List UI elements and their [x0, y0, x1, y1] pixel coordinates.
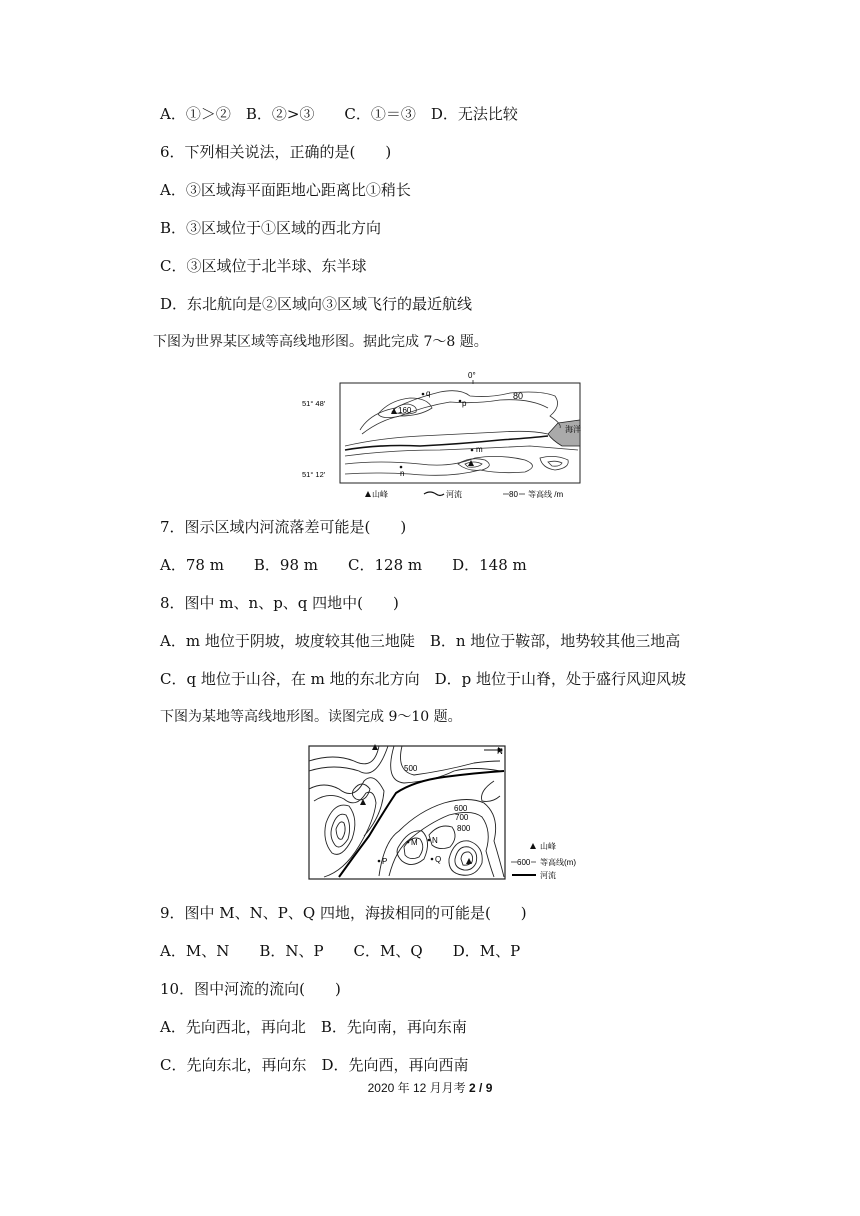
legend-river-icon [424, 492, 444, 496]
contour-line [309, 746, 388, 773]
legend-peak: 山峰 [540, 842, 556, 851]
contour-line [458, 459, 489, 471]
contour-700-label: 700 [455, 813, 469, 822]
q10-options-ab: A．先向西北，再向北 B．先向南，再向东南 [160, 1018, 467, 1036]
figure1-lat-top: 51° 48′ [302, 399, 326, 408]
mountain-peak-icon [372, 744, 378, 750]
q5-options: A．①＞② B．②>③ C．①＝③ D．无法比较 [160, 105, 518, 123]
q8-stem: 8．图中 m、n、p、q 四地中( ) [160, 594, 399, 612]
point-q: q [426, 389, 431, 398]
contour-80-label: 80 [513, 391, 524, 401]
q10-options-cd: C．先向东北，再向东 D．先向西，再向西南 [160, 1056, 469, 1074]
legend-peak-icon [530, 843, 536, 849]
contour-line [548, 461, 562, 466]
q6-option-a: A．③区域海平面距地心距离比①稍长 [160, 181, 411, 199]
contour-line [309, 778, 384, 836]
legend-peak-icon [365, 491, 371, 497]
legend-contour: 等高线(m) [540, 858, 576, 867]
q6-option-d: D．东北航向是②区域向③区域飞行的最近航线 [160, 295, 473, 313]
contour-600-label: 600 [454, 804, 468, 813]
point-n: n [400, 469, 405, 478]
contour-line [455, 847, 477, 870]
contour-line [345, 446, 578, 456]
figure1-contour-map [300, 368, 590, 504]
figure1-lon-label: 0° [468, 371, 476, 380]
q8-options-cd: C．q 地位于山谷，在 m 地的东北方向 D．p 地位于山脊，处于盛行风迎风坡 [160, 670, 687, 688]
legend-contour-value: 600 [517, 858, 531, 867]
north-label: N [497, 747, 503, 756]
legend-river: 河流 [540, 871, 556, 880]
point-m: m [476, 445, 483, 454]
q7-options: A．78 m B．98 m C．128 m D．148 m [160, 556, 527, 574]
point-M: M [411, 838, 418, 847]
legend-contour: 等高线 /m [528, 490, 564, 499]
q6-stem: 6．下列相关说法，正确的是( ) [160, 143, 392, 161]
q8-options-ab: A．m 地位于阴坡，坡度较其他三地陡 B．n 地位于鞍部，地势较其他三地高 [160, 632, 681, 650]
contour-line [465, 462, 482, 467]
legend-contour-value: 80 [509, 490, 518, 499]
contour-line [362, 400, 548, 434]
contour-line [379, 800, 504, 878]
contour-line [540, 456, 568, 470]
contour-line [345, 456, 533, 475]
point-P: P [382, 857, 388, 866]
figure2-intro: 下图为某地等高线地形图。读图完成 9～10 题。 [160, 709, 462, 725]
peak-160-label: 160 [398, 406, 412, 415]
page-footer [0, 1079, 860, 1096]
q9-stem: 9．图中 M、N、P、Q 四地，海拔相同的可能是( ) [160, 904, 527, 922]
mountain-peak-icon [466, 858, 472, 864]
contour-line [389, 812, 494, 877]
q10-stem: 10．图中河流的流向( ) [160, 980, 341, 998]
contour-500-label: 500 [404, 764, 418, 773]
point-p: p [462, 399, 467, 408]
q6-option-c: C．③区域位于北半球、东半球 [160, 257, 367, 275]
point-Q: Q [435, 855, 442, 864]
contour-line [360, 391, 560, 430]
figure2-contour-map [304, 741, 594, 886]
contour-800-label: 800 [457, 824, 471, 833]
point-N: N [432, 836, 438, 845]
legend-peak: 山峰 [372, 490, 388, 499]
figure1-lat-bottom: 51° 12′ [302, 470, 326, 479]
figure1-ocean-label: 海洋 [565, 425, 581, 434]
page-number: 2 / 9 [469, 1081, 493, 1095]
q9-options: A．M、N B．N、P C．M、Q D．M、P [160, 942, 521, 960]
q6-option-b: B．③区域位于①区域的西北方向 [160, 219, 382, 237]
figure1-intro: 下图为世界某区域等高线地形图。据此完成 7～8 题。 [153, 334, 488, 350]
contour-line [482, 781, 501, 801]
legend-river: 河流 [446, 490, 462, 499]
contour-line [336, 822, 345, 839]
contour-line [331, 814, 350, 847]
footer-text: 2020 年 12 月月考 [367, 1081, 470, 1095]
contour-line [309, 746, 379, 764]
river-line [345, 436, 548, 450]
q7-stem: 7．图示区域内河流落差可能是( ) [160, 518, 407, 536]
